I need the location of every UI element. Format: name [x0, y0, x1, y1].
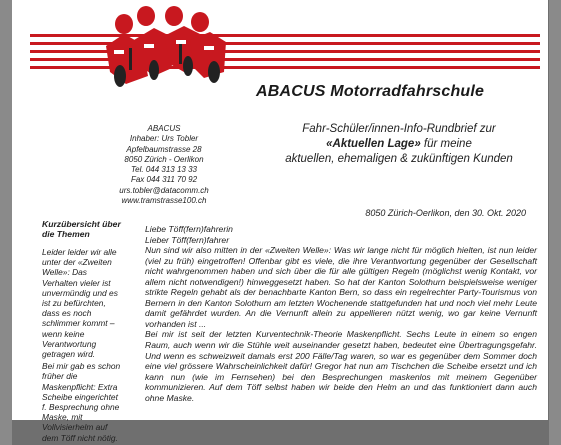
right-edge	[549, 0, 561, 445]
address-line: Fax 044 311 70 92	[130, 175, 198, 185]
info-line-2-rest: für meine	[420, 138, 472, 150]
info-line-3: aktuellen, ehemaligen & zukünftigen Kunden	[285, 153, 513, 165]
info-line-1: Fahr-Schüler/innen-Info-Rundbrief zur	[302, 123, 496, 135]
sidebar-heading: Kurzübersicht über die Themen	[42, 219, 121, 239]
salutation: Lieber Töff(fern)fahrer	[145, 234, 230, 245]
topics-sidebar	[42, 219, 124, 445]
letter-paragraph: Nun sind wir also mitten in der «Zweiten Welle»: Was wir lange nicht für möglich hielten, ist nun leider (viel zu früh) eingetroffen! Offenbar gibt es viele, die ihre Verantwortung gegenüber der Gesellschaft nicht wahrgenommen haben und sich über die für alle gültigen Regeln (möglichst wenig Kontakt, vor allem nicht notwendigen!) hinweggesetzt haben. So hat der Kanton Solothurn beispielsweise weniger strikte Regeln gehabt als der benachbarte Kanton Bern, so dass ein regelrechter Party-Tourismus von Bernern in den Kanton Solothurn am letzten Wochenende stattgefunden hat und noch viel mehr Leute damit gefährdet wurden. An die Vernunft allein zu appellieren nützt wenig, wo gar keine Vernunft vorhanden ist ...	[145, 245, 537, 329]
letter-paragraph: Bei mir ist seit der letzten Kurventechnik-Theorie Maskenpflicht. Sechs Leute in einem so engen Raum, auch wenn wir die Stühle weit auseinander gesetzt haben, bedeutet eine Übertragungsgefahr. Und wenn es schweizweit damals erst 200 Fälle/Tag waren, so war es gegenüber dem Sommer doch eine viel grössere Wahrscheinlichkeit dafür! Gregor hat nun am Tischchen die Scheibe ersetzt und ich kann nun (wie im Fernsehen) bei den Besprechungen maskenlos mit meinem Gegenüber kommunizieren. Auf dem Töff selbst haben wir beide den Helm an und das funktioniert dann auch ohne Maske.	[145, 329, 537, 403]
address-line: 8050 Zürich - Oerlikon	[124, 154, 204, 164]
address-line: ABACUS	[147, 124, 181, 133]
salutation: Liebe Töff(fern)fahrerin	[145, 224, 233, 234]
newsletter-info	[258, 122, 540, 167]
sidebar-paragraph: Bei mir gab es schon früher die Maskenpflicht: Extra Scheibe eingerichtet f. Besprechung ohne Maske, mit Vollvisierhelm auf dem Töff nicht nötig.	[42, 361, 121, 443]
address-line: Inhaber: Urs Tobler	[129, 134, 199, 144]
sidebar-paragraph: Leider leider wir alle unter der «Zweiten Welle»: Das Verhalten vieler ist unvermündig und es ist zu befürchten, dass es noch schlimmer kommt – wenn keine Verantwortung getragen wird.	[42, 247, 118, 360]
address-block	[104, 124, 224, 206]
left-edge	[0, 0, 12, 445]
address-line: urs.tobler@datacomm.ch	[119, 185, 209, 195]
info-line-2	[258, 137, 540, 152]
document-page	[12, 0, 548, 443]
brand-title: ABACUS Motorradfahrschule	[256, 83, 485, 100]
letter-body	[145, 224, 537, 403]
address-line: www.tramstrasse100.ch	[121, 196, 207, 206]
motorcycle-riders-logo	[84, 6, 254, 88]
place-and-date: 8050 Zürich-Oerlikon, den 30. Okt. 2020	[365, 208, 526, 218]
address-line: Tel. 044 313 13 33	[131, 165, 197, 175]
info-highlight: «Aktuellen Lage»	[326, 138, 421, 150]
address-line: Apfelbaumstrasse 28	[126, 144, 202, 154]
